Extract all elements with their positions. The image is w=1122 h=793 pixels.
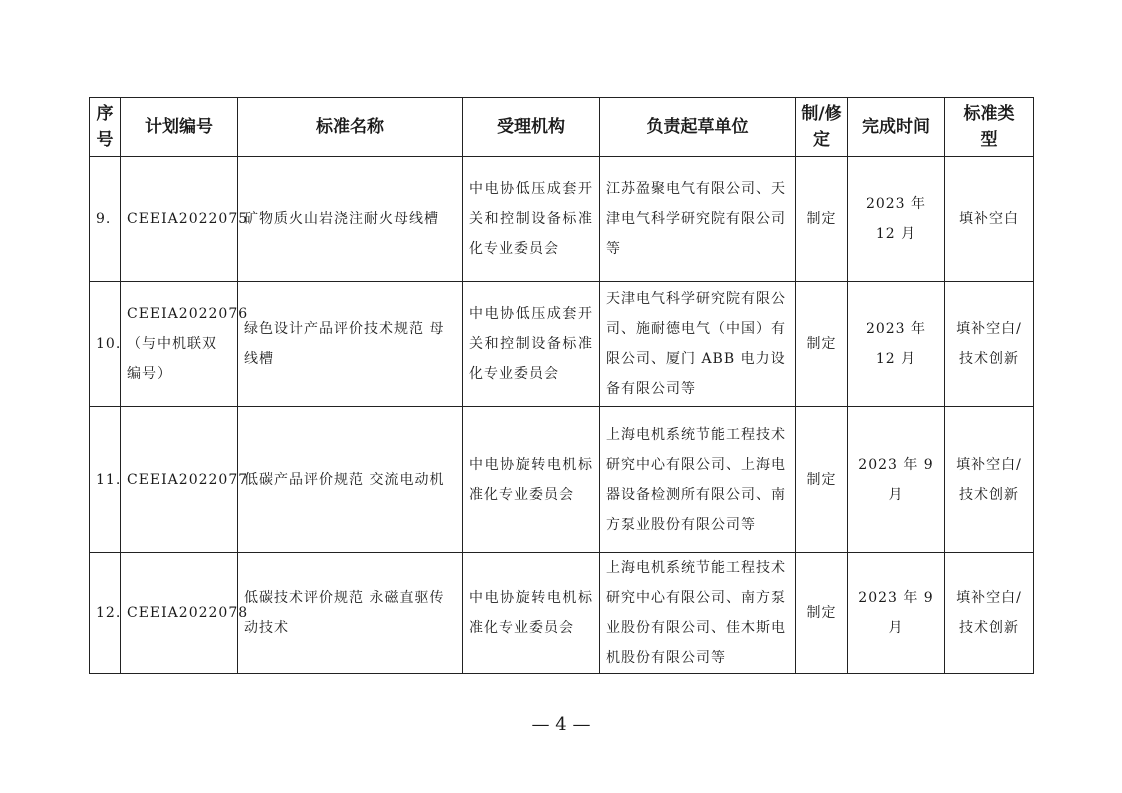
cell-unit: 上海电机系统节能工程技术研究中心有限公司、南方泵业股份有限公司、佳木斯电机股份有限公司等 [600, 553, 796, 674]
table-row [90, 407, 1034, 553]
table-row [90, 553, 1034, 674]
cell-no: 10. [90, 282, 121, 407]
cell-type: 填补空白/技术创新 [945, 282, 1034, 407]
cell-mode: 制定 [796, 282, 848, 407]
cell-name: 低碳技术评价规范 永磁直驱传动技术 [238, 553, 463, 674]
cell-org: 中电协旋转电机标准化专业委员会 [463, 553, 600, 674]
cell-date: 2023 年 9 月 [848, 407, 945, 553]
standards-table [89, 97, 1034, 674]
cell-name: 矿物质火山岩浇注耐火母线槽 [238, 157, 463, 282]
page-number: — 4 — [531, 714, 591, 735]
cell-org: 中电协低压成套开关和控制设备标准化专业委员会 [463, 282, 600, 407]
plan-code: CEEIA2022077 [127, 471, 249, 488]
cell-date: 2023 年 12 月 [848, 157, 945, 282]
header-mode: 制/修定 [796, 98, 848, 157]
cell-code [121, 157, 249, 282]
cell-name: 绿色设计产品评价技术规范 母线槽 [238, 282, 463, 407]
cell-name: 低碳产品评价规范 交流电动机 [238, 407, 463, 553]
cell-type: 填补空白/技术创新 [945, 553, 1034, 674]
cell-no: 9. [90, 157, 121, 282]
cell-date: 2023 年 12 月 [848, 282, 945, 407]
cell-no: 11. [90, 407, 121, 553]
cell-code [121, 553, 249, 674]
cell-org: 中电协旋转电机标准化专业委员会 [463, 407, 600, 553]
cell-code [121, 407, 249, 553]
cell-no: 12. [90, 553, 121, 674]
table-row [90, 157, 1034, 282]
header-org: 受理机构 [463, 98, 600, 157]
plan-code: CEEIA2022075 [127, 211, 249, 227]
plan-code-note: （与中机联双编号） [127, 336, 217, 382]
header-no: 序号 [90, 98, 121, 157]
cell-mode: 制定 [796, 407, 848, 553]
table-header [90, 98, 1034, 157]
header-date: 完成时间 [848, 98, 945, 157]
cell-unit: 上海电机系统节能工程技术研究中心有限公司、上海电器设备检测所有限公司、南方泵业股份有限公司等 [600, 407, 796, 553]
header-unit: 负责起草单位 [600, 98, 796, 157]
plan-code: CEEIA2022076 [127, 306, 249, 322]
cell-type: 填补空白 [945, 157, 1034, 282]
header-code: 计划编号 [121, 98, 238, 157]
cell-unit: 江苏盈聚电气有限公司、天津电气科学研究院有限公司等 [600, 157, 796, 282]
cell-org: 中电协低压成套开关和控制设备标准化专业委员会 [463, 157, 600, 282]
table-row [90, 282, 1034, 407]
plan-code: CEEIA2022078 [127, 605, 249, 621]
cell-mode: 制定 [796, 553, 848, 674]
cell-date: 2023 年 9 月 [848, 553, 945, 674]
cell-type: 填补空白/技术创新 [945, 407, 1034, 553]
cell-code [121, 282, 249, 407]
header-type: 标准类型 [945, 98, 1034, 157]
cell-mode: 制定 [796, 157, 848, 282]
cell-unit: 天津电气科学研究院有限公司、施耐德电气（中国）有限公司、厦门 ABB 电力设备有限公司等 [600, 282, 796, 407]
header-name: 标准名称 [238, 98, 463, 157]
